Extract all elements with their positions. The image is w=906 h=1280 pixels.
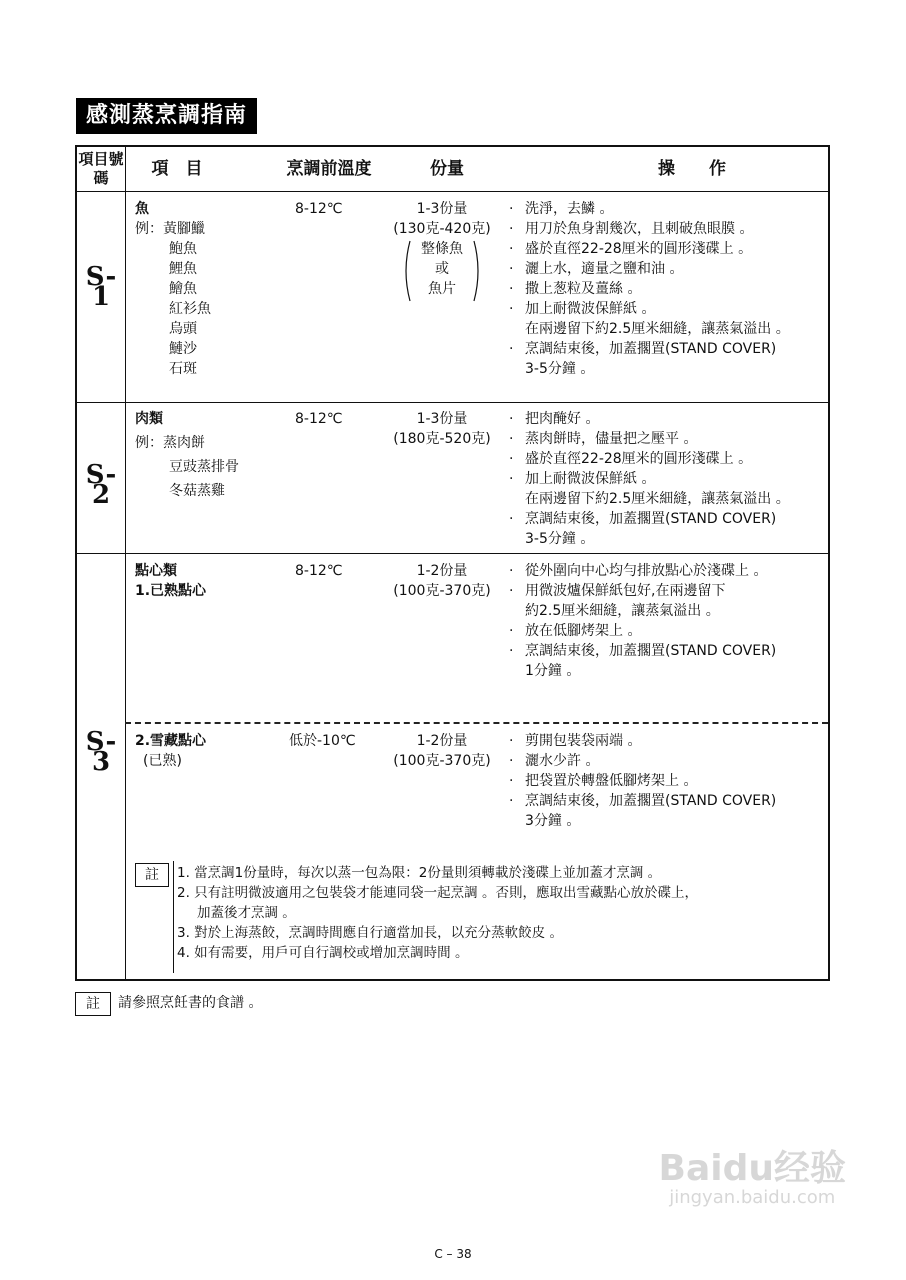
s3-sub2-qty-portion: 1-2份量 <box>416 733 468 749</box>
s1-example: 鯉魚 <box>169 261 197 277</box>
row-code-s2: S-2 <box>85 460 117 510</box>
subsection-divider <box>125 722 828 724</box>
s3-sub2-op: · 剪開包裝袋兩端 。 <box>509 731 829 751</box>
s3-sub1-ops <box>509 561 829 681</box>
s2-op: · 把肉醃好 。 <box>509 409 829 429</box>
s1-op: · 用刀於魚身割幾次，且刺破魚眼膜 。 <box>509 219 829 239</box>
page-title: 感測蒸烹調指南 <box>76 98 257 134</box>
s3-sub2-op: · 把袋置於轉盤低腳烤架上 。 <box>509 771 829 791</box>
header-temp: 烹調前溫度 <box>286 159 372 179</box>
left-bracket <box>400 239 412 303</box>
s2-ops <box>509 409 829 549</box>
s3-item <box>135 561 285 601</box>
s2-qty <box>382 409 502 449</box>
notes-divider <box>173 861 174 973</box>
s3-sub2-name: 2.雪藏點心 <box>135 733 207 749</box>
s3-sub1-op: · 烹調結束後，加蓋擱置(STAND COVER) <box>509 641 829 661</box>
s3-item-title: 點心類 <box>135 563 177 579</box>
column-divider <box>125 147 126 979</box>
footnote-text: 請參照烹飪書的食譜 。 <box>118 995 263 1011</box>
s3-sub2-qty <box>382 731 502 771</box>
right-bracket <box>472 239 484 303</box>
note-item: 1. 當烹調1份量時，每次以蒸一包為限：2份量則須轉載於淺碟上並加蓋才烹調 。 <box>177 865 662 881</box>
s3-sub2-op: · 烹調結束後，加蓋擱置(STAND COVER) <box>509 791 829 811</box>
s2-op: 在兩邊留下約2.5厘米細縫，讓蒸氣溢出 。 <box>525 491 790 507</box>
s1-qty-option: 或 <box>435 261 449 277</box>
s3-sub2-op: 3分鐘 。 <box>525 813 581 829</box>
page-number: C – 38 <box>434 1247 472 1261</box>
s1-qty-option: 魚片 <box>428 281 456 297</box>
s3-sub2-op: · 灑水少許 。 <box>509 751 829 771</box>
s1-op: · 烹調結束後，加蓋擱置(STAND COVER) <box>509 339 829 359</box>
s2-op: · 加上耐微波保鮮紙 。 <box>509 469 829 489</box>
s1-temp: 8-12℃ <box>295 201 343 217</box>
watermark-brand: Baidu经验 <box>658 1148 846 1189</box>
notes-label: 註 <box>135 863 169 887</box>
watermark-url: jingyan.baidu.com <box>669 1187 836 1208</box>
row-divider <box>77 191 828 192</box>
s1-example: 石斑 <box>169 361 197 377</box>
s2-qty-portion: 1-3份量 <box>416 411 468 427</box>
s2-op: 3-5分鐘 。 <box>525 531 595 547</box>
footnote-label: 註 <box>75 992 111 1016</box>
row-code-s1: S-1 <box>85 262 117 312</box>
header-code: 項目號碼 <box>78 150 124 187</box>
s1-qty-option: 整條魚 <box>421 241 463 257</box>
s1-op: 3-5分鐘 。 <box>525 361 595 377</box>
s1-op: · 洗淨，去鱗 。 <box>509 199 829 219</box>
s2-item-title: 肉類 <box>135 411 163 427</box>
watermark <box>659 1150 846 1208</box>
s1-example: 烏頭 <box>169 321 197 337</box>
s3-sub2-item <box>135 731 285 771</box>
s2-example: 豆豉蒸排骨 <box>169 459 239 475</box>
s3-sub1-qty <box>382 561 502 601</box>
s3-sub2-ops <box>509 731 829 831</box>
s1-example: 鱠魚 <box>169 281 197 297</box>
s3-sub1-op: · 用微波爐保鮮紙包好,在兩邊留下 <box>509 581 829 601</box>
note-item: 加蓋後才烹調 。 <box>197 905 296 921</box>
s2-temp: 8-12℃ <box>295 411 343 427</box>
row-divider <box>77 553 828 554</box>
s1-qty <box>382 199 502 299</box>
header-item: 項 目 <box>151 159 203 179</box>
s2-qty-weight: (180克-520克) <box>393 431 491 447</box>
s3-sub2-note: (已熟) <box>143 753 182 769</box>
s1-qty-portion: 1-3份量 <box>416 201 468 217</box>
cooking-guide-table <box>75 145 830 981</box>
s1-item <box>135 199 285 379</box>
s3-sub1-temp: 8-12℃ <box>295 563 343 579</box>
s2-example: 冬菇蒸雞 <box>169 483 225 499</box>
s1-example: 紅衫魚 <box>169 301 211 317</box>
header-qty: 份量 <box>430 159 464 179</box>
row-divider <box>77 402 828 403</box>
s3-sub2-temp: 低於-10℃ <box>289 733 356 749</box>
row-code-s3: S-3 <box>85 727 117 777</box>
s1-item-title: 魚 <box>135 201 149 217</box>
s1-ops <box>509 199 829 379</box>
note-item: 4. 如有需要，用戶可自行調校或增加烹調時間 。 <box>177 945 469 961</box>
s3-sub1-qty-weight: (100克-370克) <box>393 583 491 599</box>
notes-list <box>177 863 827 963</box>
s1-op: · 盛於直徑22-28厘米的圓形淺碟上 。 <box>509 239 829 259</box>
note-item: 3. 對於上海蒸餃，烹調時間應自行適當加長，以充分蒸軟餃皮 。 <box>177 925 563 941</box>
s2-op: · 烹調結束後，加蓋擱置(STAND COVER) <box>509 509 829 529</box>
s3-sub1-op: · 從外圍向中心均勻排放點心於淺碟上 。 <box>509 561 829 581</box>
s1-op: · 撒上葱粒及薑絲 。 <box>509 279 829 299</box>
s1-op: · 灑上水，適量之鹽和油 。 <box>509 259 829 279</box>
s3-sub2-qty-weight: (100克-370克) <box>393 753 491 769</box>
s2-op: · 盛於直徑22-28厘米的圓形淺碟上 。 <box>509 449 829 469</box>
header-ops: 操 作 <box>658 159 726 179</box>
s3-sub1-name: 1.已熟點心 <box>135 583 207 599</box>
s1-example: 例：黃腳鱲 <box>135 221 205 237</box>
s1-op: 在兩邊留下約2.5厘米細縫，讓蒸氣溢出 。 <box>525 321 790 337</box>
note-item: 2. 只有註明微波適用之包裝袋才能連同袋一起烹調 。否則，應取出雪藏點心放於碟上， <box>177 885 698 901</box>
s3-sub1-op: 約2.5厘米細縫，讓蒸氣溢出 。 <box>525 603 720 619</box>
s1-example: 鮑魚 <box>169 241 197 257</box>
s2-example: 例：蒸肉餅 <box>135 435 205 451</box>
s3-sub1-qty-portion: 1-2份量 <box>416 563 468 579</box>
s3-sub1-op: 1分鐘 。 <box>525 663 581 679</box>
s2-op: · 蒸肉餅時，儘量把之壓平 。 <box>509 429 829 449</box>
s3-sub1-op: · 放在低腳烤架上 。 <box>509 621 829 641</box>
s1-op: · 加上耐微波保鮮紙 。 <box>509 299 829 319</box>
s1-qty-weight: (130克-420克) <box>393 221 491 237</box>
s1-example: 鰱沙 <box>169 341 197 357</box>
s2-item <box>135 409 285 501</box>
